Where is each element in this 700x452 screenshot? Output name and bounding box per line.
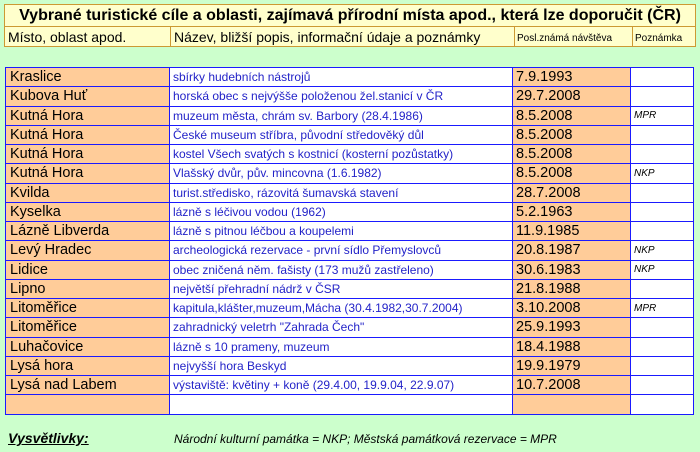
cell-place: Kubova Huť [6,87,170,106]
cell-place: Kutná Hora [6,145,170,164]
table-row [6,318,694,337]
page-title: Vybrané turistické cíle a oblasti, zajímavá přírodní místa apod., která lze doporučit (ČR) [5,5,696,27]
table-row [6,164,694,183]
cell-last-visit: 10.7.2008 [513,376,631,395]
cell-note [631,68,694,87]
cell-last-visit: 3.10.2008 [513,299,631,318]
table-row [6,279,694,298]
cell-last-visit: 7.9.1993 [513,68,631,87]
cell-place: Lysá nad Labem [6,376,170,395]
table-row [6,299,694,318]
cell-place [6,395,170,414]
cell-last-visit: 11.9.1985 [513,222,631,241]
cell-description: kostel Všech svatých s kostnicí (kosterní pozůstatky) [170,145,513,164]
cell-note [631,125,694,144]
table-row [6,106,694,125]
cell-place: Litoměřice [6,318,170,337]
table-row [6,68,694,87]
cell-place: Levý Hradec [6,241,170,260]
cell-description: kapitula,klášter,muzeum,Mácha (30.4.1982,30.7.2004) [170,299,513,318]
table-row [6,376,694,395]
cell-place: Lipno [6,279,170,298]
cell-description: lázně s pitnou léčbou a koupelemi [170,222,513,241]
cell-description: Vlašský dvůr, pův. mincovna (1.6.1982) [170,164,513,183]
cell-note [631,87,694,106]
cell-description: České museum stříbra, původní středověký důl [170,125,513,144]
cell-note: NKP [631,164,694,183]
column-header-last-visit: Posl.známá návštěva [515,27,633,47]
cell-last-visit: 19.9.1979 [513,356,631,375]
table-row [6,241,694,260]
cell-description: zahradnický veletrh "Zahrada Čech" [170,318,513,337]
cell-last-visit: 20.8.1987 [513,241,631,260]
cell-note [631,395,694,414]
cell-note [631,337,694,356]
cell-description: nejvyšší hora Beskyd [170,356,513,375]
cell-description: turist.středisko, rázovitá šumavská stavení [170,183,513,202]
cell-last-visit: 8.5.2008 [513,145,631,164]
cell-note [631,318,694,337]
legend-text: Národní kulturní památka = NKP; Městská památková rezervace = MPR [174,432,557,446]
header-table [4,4,696,47]
cell-last-visit: 25.9.1993 [513,318,631,337]
cell-last-visit: 8.5.2008 [513,164,631,183]
table-row [6,125,694,144]
table-row [6,356,694,375]
cell-last-visit: 29.7.2008 [513,87,631,106]
destinations-table [5,67,694,415]
cell-last-visit: 30.6.1983 [513,260,631,279]
cell-last-visit: 5.2.1963 [513,202,631,221]
cell-note: MPR [631,299,694,318]
cell-place: Kutná Hora [6,106,170,125]
cell-place: Luhačovice [6,337,170,356]
cell-place: Kraslice [6,68,170,87]
table-row [6,395,694,414]
table-row [6,183,694,202]
table-row [6,87,694,106]
cell-place: Kvilda [6,183,170,202]
cell-note [631,145,694,164]
table-body [6,68,694,415]
table-row [6,202,694,221]
legend [8,430,698,448]
table-row [6,145,694,164]
cell-note [631,202,694,221]
cell-description: sbírky hudebních nástrojů [170,68,513,87]
cell-place: Lázně Libverda [6,222,170,241]
cell-description: archeologická rezervace - první sídlo Přemyslovců [170,241,513,260]
column-header-note: Poznámka [633,27,696,47]
table-row [6,222,694,241]
legend-title: Vysvětlivky: [8,430,89,446]
cell-description: výstaviště: květiny + koně (29.4.00, 19.9.04, 22.9.07) [170,376,513,395]
cell-description: muzeum města, chrám sv. Barbory (28.4.1986) [170,106,513,125]
cell-place: Kutná Hora [6,164,170,183]
cell-note: NKP [631,241,694,260]
cell-note [631,356,694,375]
cell-note: MPR [631,106,694,125]
cell-last-visit: 8.5.2008 [513,106,631,125]
cell-place: Lysá hora [6,356,170,375]
cell-last-visit [513,395,631,414]
table-row [6,260,694,279]
cell-description: horská obec s nejvýšše položenou žel.stanicí v ČR [170,87,513,106]
cell-place: Kutná Hora [6,125,170,144]
cell-description: lázně s léčivou vodou (1962) [170,202,513,221]
table-row [6,337,694,356]
cell-place: Kyselka [6,202,170,221]
cell-note: NKP [631,260,694,279]
cell-last-visit: 18.4.1988 [513,337,631,356]
cell-note [631,376,694,395]
cell-description [170,395,513,414]
column-header-place: Místo, oblast apod. [5,27,171,47]
cell-last-visit: 28.7.2008 [513,183,631,202]
cell-last-visit: 8.5.2008 [513,125,631,144]
cell-note [631,279,694,298]
cell-note [631,183,694,202]
cell-place: Lidice [6,260,170,279]
cell-note [631,222,694,241]
cell-place: Litoměřice [6,299,170,318]
cell-description: lázně s 10 prameny, muzeum [170,337,513,356]
cell-description: největší přehradní nádrž v ČSR [170,279,513,298]
cell-last-visit: 21.8.1988 [513,279,631,298]
column-header-description: Název, bližší popis, informační údaje a poznámky [171,27,515,47]
cell-description: obec zničená něm. fašisty (173 mužů zastřeleno) [170,260,513,279]
